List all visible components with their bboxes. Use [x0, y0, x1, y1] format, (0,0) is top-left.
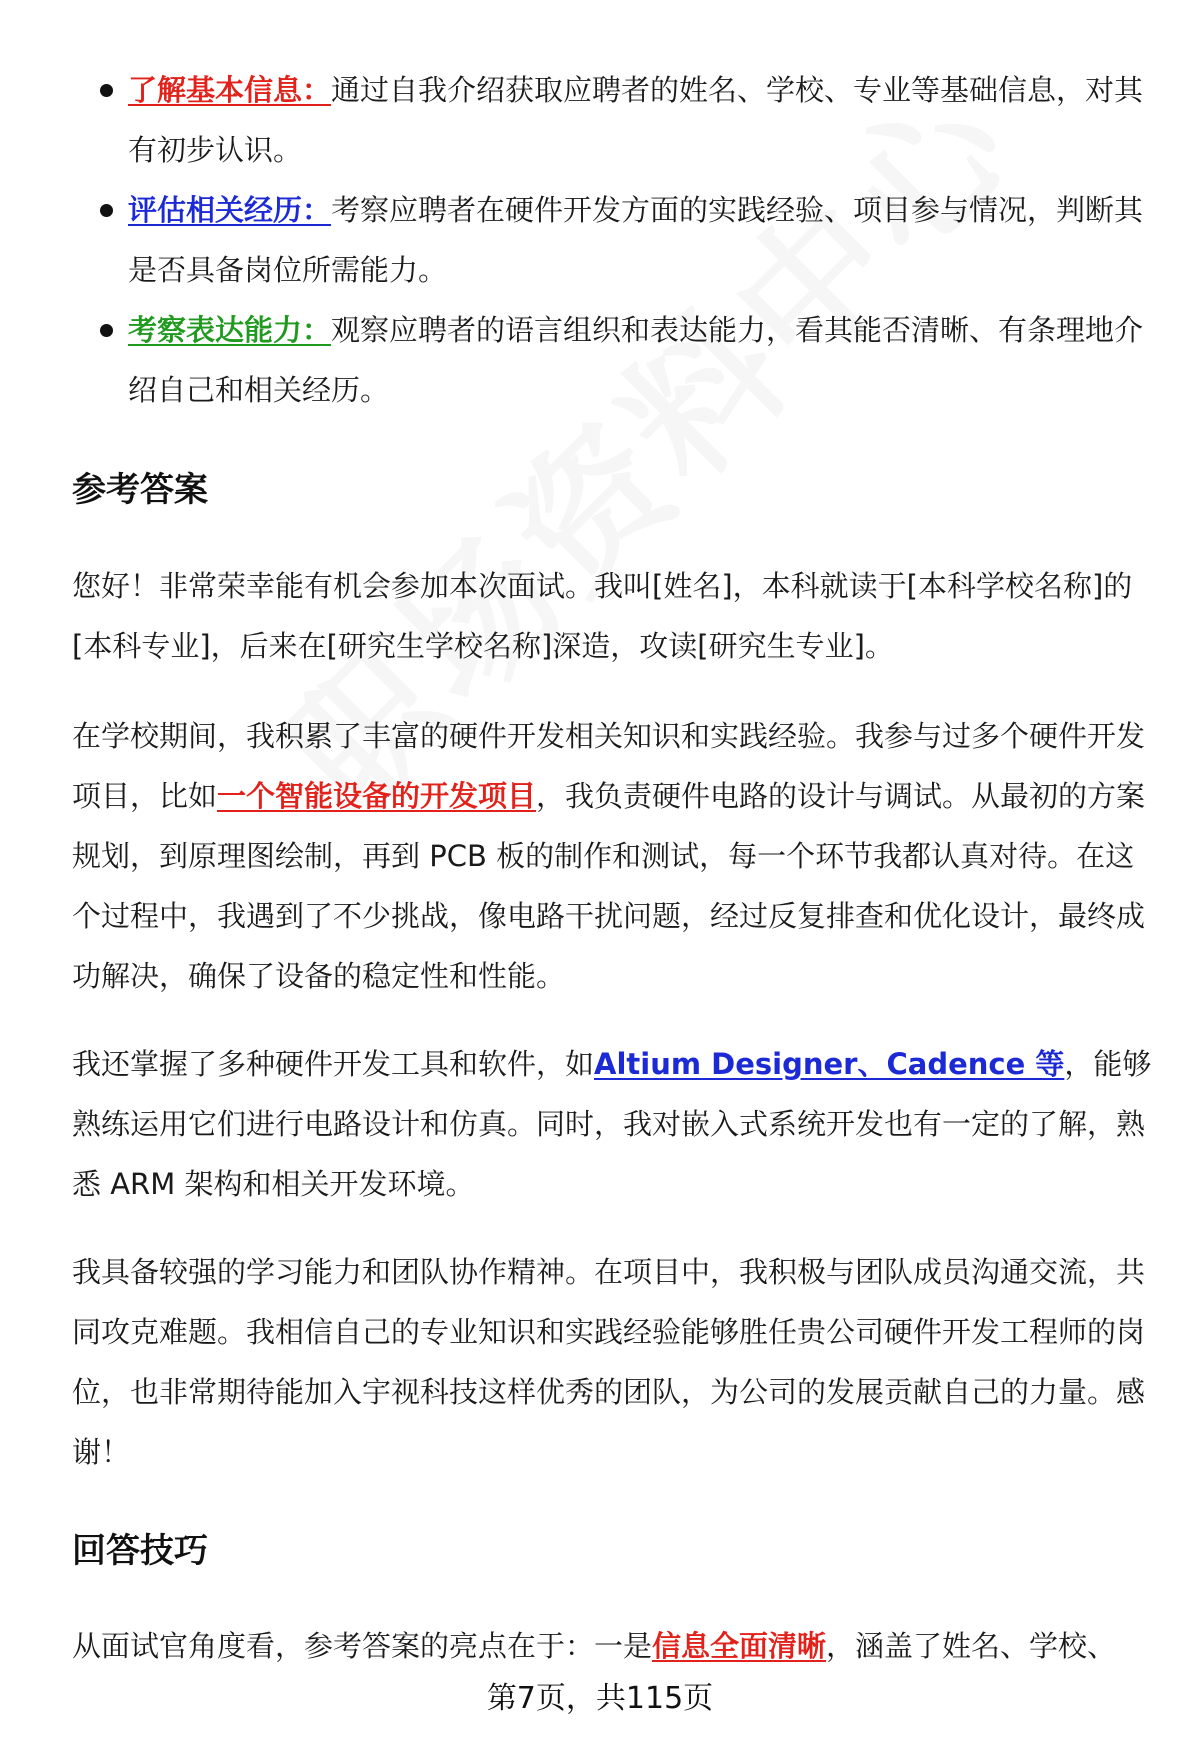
list-item — [72, 180, 1152, 300]
paragraph-tools — [72, 1034, 1152, 1214]
bullet-keyword: 评估相关经历： — [128, 193, 332, 227]
paragraph-experience — [72, 706, 1152, 1006]
section-heading-reference-answer: 参考答案 — [72, 470, 208, 510]
highlight-project: 一个智能设备的开发项目 — [217, 779, 537, 813]
paragraph-tips — [72, 1616, 1152, 1676]
bullet-keyword: 了解基本信息： — [128, 73, 332, 107]
paragraph-intro: 您好！非常荣幸能有机会参加本次面试。我叫[姓名]，本科就读于[本科学校名称]的[本科专业]，后来在[研究生学校名称]深造，攻读[研究生专业]。 — [72, 569, 1133, 663]
highlight-tools: Altium Designer、Cadence 等 — [594, 1047, 1065, 1081]
bullet-list — [72, 60, 1152, 420]
bullet-text: 观察应聘者的语言组织和表达能力，看其能否清晰、有条理地介绍自己和相关经历。 — [128, 313, 1144, 407]
paragraph-teamwork: 我具备较强的学习能力和团队协作精神。在项目中，我积极与团队成员沟通交流，共同攻克难题。我相信自己的专业知识和实践经验能够胜任贵公司硬件开发工程师的岗位，也非常期待能加入宇视科技这样优秀的团队，为公司的发展贡献自己的力量。感谢！ — [72, 1255, 1146, 1469]
paragraph-text: ，能够熟练运用它们进行电路设计和仿真。同时，我对嵌入式系统开发也有一定的了解，熟悉 ARM 架构和相关开发环境。 — [72, 1047, 1152, 1201]
bullet-dot-icon — [100, 84, 113, 97]
paragraph-text: ，我负责硬件电路的设计与调试。从最初的方案规划，到原理图绘制，再到 PCB 板的制作和测试，每一个环节我都认真对待。在这个过程中，我遇到了不少挑战，像电路干扰问题，经过反复排查和优化设计，最终成功解决，确保了设备的稳定性和性能。 — [72, 779, 1146, 993]
paragraph-text: 我还掌握了多种硬件开发工具和软件，如 — [72, 1047, 595, 1081]
list-item — [72, 300, 1152, 420]
bullet-keyword: 考察表达能力： — [128, 313, 332, 347]
paragraph-text: 在学校期间，我积累了丰富的硬件开发相关知识和实践经验。我参与过多个硬件开发项目，比如 — [72, 719, 1146, 813]
bullet-text: 通过自我介绍获取应聘者的姓名、学校、专业等基础信息，对其有初步认识。 — [128, 73, 1144, 167]
bullet-dot-icon — [100, 324, 113, 337]
page-number: 第7页，共115页 — [486, 1681, 714, 1716]
highlight-info: 信息全面清晰 — [652, 1629, 827, 1663]
section-heading-answer-tips: 回答技巧 — [72, 1531, 208, 1571]
bullet-text: 考察应聘者在硬件开发方面的实践经验、项目参与情况，判断其是否具备岗位所需能力。 — [128, 193, 1144, 287]
paragraph-text: ，涵盖了姓名、学校、 — [826, 1629, 1117, 1663]
bullet-dot-icon — [100, 204, 113, 217]
paragraph-text: 从面试官角度看，参考答案的亮点在于：一是 — [72, 1629, 653, 1663]
list-item — [72, 60, 1152, 180]
